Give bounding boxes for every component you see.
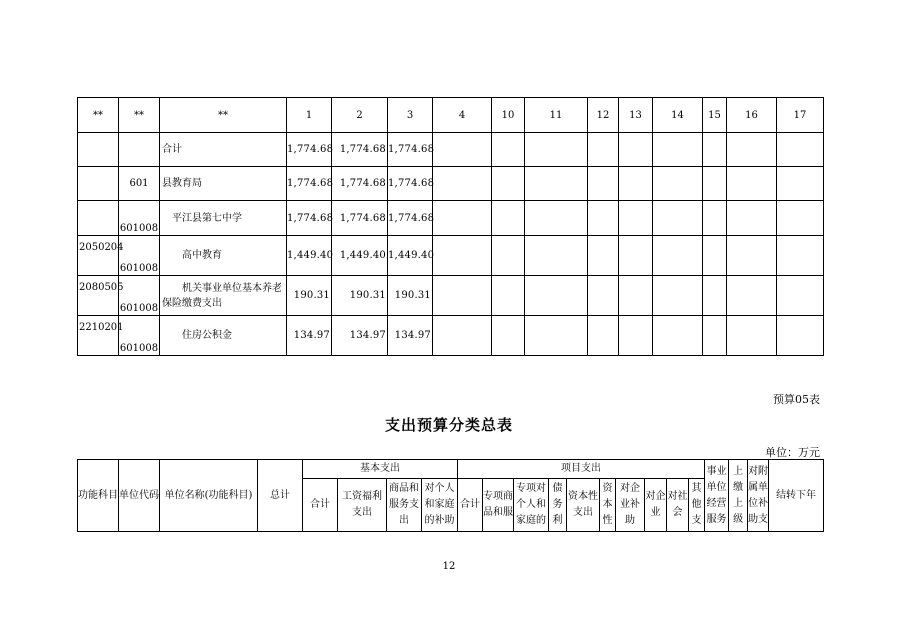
empty-cell bbox=[727, 201, 777, 236]
unit-name-cell: 机关事业单位基本养老保险缴费支出 bbox=[160, 276, 287, 316]
empty-cell bbox=[588, 236, 619, 276]
header-basic-salary: 工资福利支出 bbox=[338, 479, 387, 532]
header-unit-name: 单位名称(功能科目) bbox=[160, 460, 258, 532]
header-project-personal: 专项对个人和家庭的 bbox=[514, 479, 549, 532]
empty-cell bbox=[433, 201, 492, 236]
page-title: 支出预算分类总表 bbox=[384, 416, 513, 434]
value-cell-2: 1,774.68 bbox=[332, 133, 388, 167]
table-row bbox=[78, 133, 824, 167]
empty-cell bbox=[727, 236, 777, 276]
empty-cell bbox=[619, 316, 653, 356]
value-cell-3: 1,774.68 bbox=[388, 201, 433, 236]
value-cell-3: 190.31 bbox=[388, 276, 433, 316]
empty-cell bbox=[588, 276, 619, 316]
empty-cell bbox=[492, 201, 525, 236]
empty-cell bbox=[777, 316, 824, 356]
value-cell-1: 134.97 bbox=[287, 316, 332, 356]
value-cell-3: 1,774.68 bbox=[388, 167, 433, 201]
empty-cell bbox=[653, 201, 703, 236]
value-cell-1: 1,449.40 bbox=[287, 236, 332, 276]
empty-cell bbox=[525, 167, 588, 201]
empty-cell bbox=[492, 276, 525, 316]
empty-cell bbox=[727, 276, 777, 316]
unit-code-cell bbox=[119, 133, 160, 167]
empty-cell bbox=[703, 167, 727, 201]
empty-cell bbox=[703, 316, 727, 356]
empty-cell bbox=[619, 167, 653, 201]
unit-code-cell: 601 bbox=[119, 167, 160, 201]
unit-code-cell: 601008 bbox=[119, 276, 160, 316]
header-basic-subsidy: 对个人和家庭的补助 bbox=[422, 479, 458, 532]
unit-name-cell: 平江县第七中学 bbox=[160, 201, 287, 236]
empty-cell bbox=[653, 316, 703, 356]
empty-cell bbox=[619, 201, 653, 236]
empty-cell bbox=[525, 133, 588, 167]
unit-name-cell: 县教育局 bbox=[160, 167, 287, 201]
empty-cell bbox=[703, 276, 727, 316]
table-header-row bbox=[78, 98, 824, 133]
function-code-cell: 2080505 bbox=[78, 276, 119, 316]
value-cell-1: 1,774.68 bbox=[287, 133, 332, 167]
empty-cell bbox=[492, 236, 525, 276]
table-row bbox=[78, 316, 824, 356]
header-cell: ** bbox=[78, 98, 119, 133]
empty-cell bbox=[727, 167, 777, 201]
header-project-total: 合计 bbox=[458, 479, 483, 532]
function-code-cell bbox=[78, 133, 119, 167]
empty-cell bbox=[588, 201, 619, 236]
value-cell-1: 1,774.68 bbox=[287, 167, 332, 201]
page-number: 12 bbox=[442, 561, 456, 572]
empty-cell bbox=[588, 133, 619, 167]
value-cell-3: 1,449.40 bbox=[388, 236, 433, 276]
empty-cell bbox=[703, 201, 727, 236]
header-cell: 13 bbox=[619, 98, 653, 133]
value-cell-2: 1,774.68 bbox=[332, 167, 388, 201]
header-cell: 10 bbox=[492, 98, 525, 133]
value-cell-3: 1,774.68 bbox=[388, 133, 433, 167]
header-row-1 bbox=[78, 460, 824, 479]
table-row bbox=[78, 167, 824, 201]
header-project-debt: 债务利 bbox=[549, 479, 567, 532]
header-basic-expenditure: 基本支出 bbox=[303, 460, 458, 479]
empty-cell bbox=[703, 236, 727, 276]
unit-label: 单位：万元 bbox=[765, 446, 820, 459]
header-project-other: 其他支 bbox=[689, 479, 705, 532]
function-code-cell bbox=[78, 167, 119, 201]
header-project-capital-2: 资本性 bbox=[600, 479, 616, 532]
header-cell: 17 bbox=[777, 98, 824, 133]
header-cell: 12 bbox=[588, 98, 619, 133]
header-project-goods: 专项商品和服 bbox=[483, 479, 514, 532]
empty-cell bbox=[588, 316, 619, 356]
header-carry-forward: 结转下年 bbox=[769, 460, 824, 532]
header-cell: ** bbox=[119, 98, 160, 133]
header-total: 总计 bbox=[258, 460, 303, 532]
value-cell-1: 190.31 bbox=[287, 276, 332, 316]
function-code-cell: 2210201 bbox=[78, 316, 119, 356]
header-upper-remit: 上缴上级 bbox=[729, 460, 748, 532]
header-project-enterprise: 对企业补助 bbox=[616, 479, 645, 532]
header-cell: ** bbox=[160, 98, 287, 133]
table-row bbox=[78, 276, 824, 316]
empty-cell bbox=[433, 133, 492, 167]
header-project-capital: 资本性支出 bbox=[567, 479, 600, 532]
empty-cell bbox=[619, 276, 653, 316]
header-cell: 4 bbox=[433, 98, 492, 133]
empty-cell bbox=[433, 236, 492, 276]
unit-code-cell: 601008 bbox=[119, 201, 160, 236]
header-basic-total: 合计 bbox=[303, 479, 338, 532]
header-project-enterprise-2: 对企业 bbox=[645, 479, 667, 532]
value-cell-2: 1,449.40 bbox=[332, 236, 388, 276]
header-cell: 14 bbox=[653, 98, 703, 133]
budget-detail-table bbox=[77, 97, 824, 356]
value-cell-1: 1,774.68 bbox=[287, 201, 332, 236]
value-cell-2: 1,774.68 bbox=[332, 201, 388, 236]
header-operations: 事业单位经营服务 bbox=[705, 460, 729, 532]
empty-cell bbox=[653, 167, 703, 201]
empty-cell bbox=[492, 133, 525, 167]
empty-cell bbox=[703, 133, 727, 167]
header-cell: 3 bbox=[388, 98, 433, 133]
function-code-cell: 2050204 bbox=[78, 236, 119, 276]
header-affiliated-subsidy: 对附属单位补助支 bbox=[748, 460, 769, 532]
empty-cell bbox=[588, 167, 619, 201]
empty-cell bbox=[525, 236, 588, 276]
unit-code-cell: 601008 bbox=[119, 316, 160, 356]
unit-name-cell: 合计 bbox=[160, 133, 287, 167]
table-row bbox=[78, 236, 824, 276]
empty-cell bbox=[777, 133, 824, 167]
unit-code-cell: 601008 bbox=[119, 236, 160, 276]
header-basic-goods: 商品和服务支出 bbox=[387, 479, 422, 532]
value-cell-2: 190.31 bbox=[332, 276, 388, 316]
header-cell: 15 bbox=[703, 98, 727, 133]
empty-cell bbox=[492, 316, 525, 356]
empty-cell bbox=[777, 201, 824, 236]
header-cell: 1 bbox=[287, 98, 332, 133]
empty-cell bbox=[492, 167, 525, 201]
table-number: 预算05表 bbox=[773, 393, 820, 406]
value-cell-2: 134.97 bbox=[332, 316, 388, 356]
empty-cell bbox=[777, 276, 824, 316]
header-unit-code: 单位代码 bbox=[119, 460, 160, 532]
function-code-cell bbox=[78, 201, 119, 236]
table-row bbox=[78, 201, 824, 236]
header-cell: 2 bbox=[332, 98, 388, 133]
empty-cell bbox=[727, 316, 777, 356]
header-project-expenditure: 项目支出 bbox=[458, 460, 705, 479]
expenditure-classification-table bbox=[77, 459, 824, 532]
empty-cell bbox=[525, 276, 588, 316]
empty-cell bbox=[433, 276, 492, 316]
empty-cell bbox=[619, 133, 653, 167]
empty-cell bbox=[653, 236, 703, 276]
empty-cell bbox=[433, 316, 492, 356]
empty-cell bbox=[525, 201, 588, 236]
header-cell: 11 bbox=[525, 98, 588, 133]
unit-name-cell: 高中教育 bbox=[160, 236, 287, 276]
value-cell-3: 134.97 bbox=[388, 316, 433, 356]
empty-cell bbox=[619, 236, 653, 276]
empty-cell bbox=[525, 316, 588, 356]
header-project-social: 对社会 bbox=[667, 479, 689, 532]
empty-cell bbox=[653, 276, 703, 316]
unit-name-cell: 住房公积金 bbox=[160, 316, 287, 356]
empty-cell bbox=[653, 133, 703, 167]
empty-cell bbox=[727, 133, 777, 167]
empty-cell bbox=[433, 167, 492, 201]
header-cell: 16 bbox=[727, 98, 777, 133]
empty-cell bbox=[777, 236, 824, 276]
header-function-code: 功能科目 bbox=[78, 460, 119, 532]
empty-cell bbox=[777, 167, 824, 201]
